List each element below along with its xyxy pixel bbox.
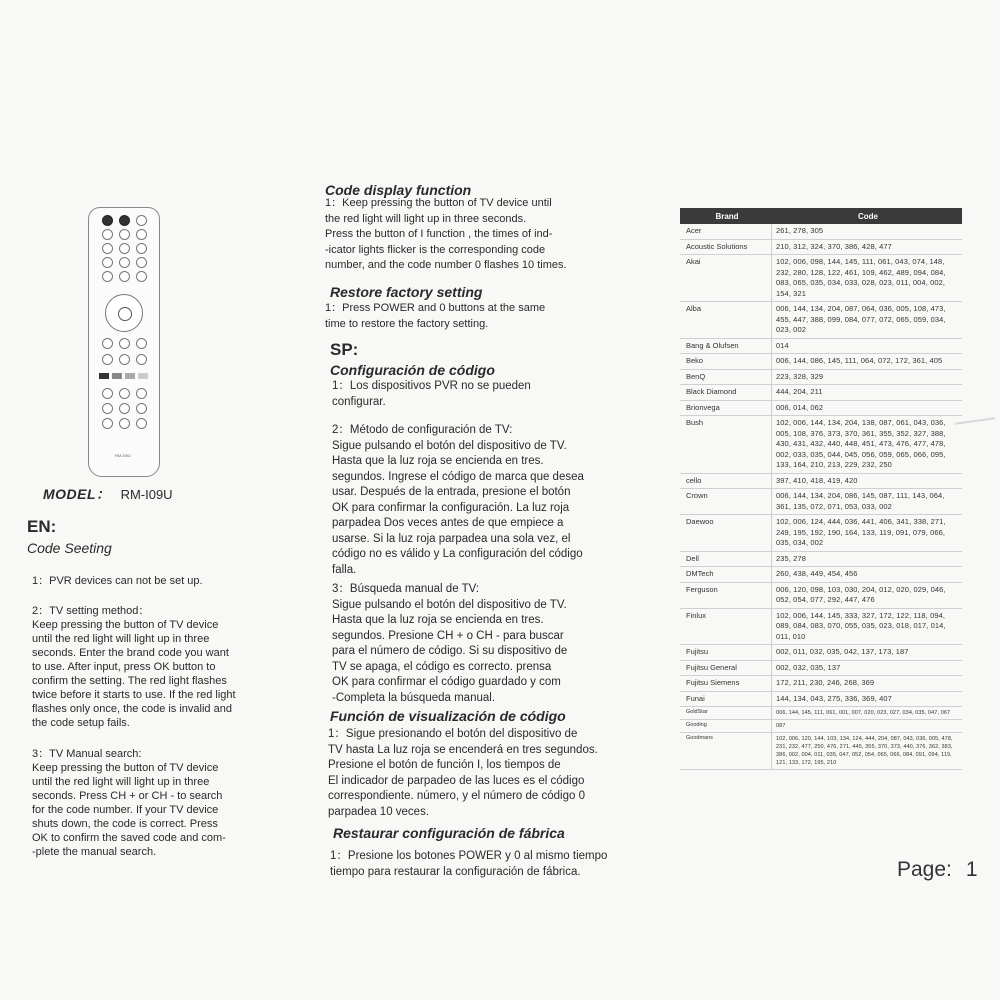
button-icon: [102, 403, 113, 414]
button-icon: [102, 338, 113, 349]
restore-title: Restore factory setting: [330, 284, 483, 300]
table-row: [680, 692, 962, 708]
codes-cell: 002, 032, 035, 137: [776, 662, 841, 672]
table-row: [680, 385, 962, 401]
brand-cell: BenQ: [680, 370, 772, 385]
button-icon: [119, 338, 130, 349]
config-item-2: 2：Método de configuración de TV: Sigue pulsando el botón del dispositivo de TV. Hasta que la luz roja se encienda en tres. segundos. Ingrese el código de marca que desea usar. Después de la entrada, presione el botón OK para confirmar la configuración. La luz roja parpadea Dos veces antes de que empiece a usarse. Si la luz roja parpadea una sola vez, el código no es válido y La configuración del código falla.: [332, 424, 584, 576]
code-display-title: Code display function: [325, 182, 472, 198]
table-row: [680, 224, 962, 240]
brand-cell: cello: [680, 474, 772, 489]
config-item-3: 3：Búsqueda manual de TV: Sigue pulsando el botón del dispositivo de TV. Hasta que la luz roja se encienda en tres. segundos. Presione CH + o CH - para buscar para el número de código. Si su dispositivo de TV se apaga, el código es correcto. prensa OK para confirmar el código guardado y com -Completa la búsqueda manual.: [332, 583, 568, 704]
codes-cell: 102, 006, 124, 444, 036, 441, 406, 341, 338, 271, 249, 195, 192, 190, 164, 133, 119, 091, 079, 066, 035, 034, 002: [776, 517, 946, 547]
table-row: [680, 720, 962, 733]
button-icon: [102, 271, 113, 282]
table-row: [680, 354, 962, 370]
brand-cell: Brionvega: [680, 401, 772, 416]
restore-text: 1：Press POWER and 0 buttons at the same time to restore the factory setting.: [325, 302, 546, 330]
remote-model-label: RM-I09U: [115, 453, 132, 458]
page-indicator: [897, 858, 978, 882]
codes-cell: 006, 014, 062: [776, 402, 824, 412]
color-key-icon: [112, 373, 122, 379]
table-row: [680, 240, 962, 256]
tv-button-icon: [119, 215, 130, 226]
brand-cell: Bang & Olufsen: [680, 339, 772, 354]
en-heading: EN:: [27, 517, 57, 536]
codes-cell: 235, 278: [776, 553, 806, 563]
brand-cell: Fujitsu: [680, 645, 772, 660]
button-icon: [119, 403, 130, 414]
mode-button-icon: [136, 215, 147, 226]
config-item-1: 1：Los dispositivos PVR no se pueden configurar.: [332, 380, 531, 408]
color-key-icon: [99, 373, 109, 379]
table-row: [680, 302, 962, 339]
table-row: [680, 489, 962, 515]
button-icon: [119, 229, 130, 240]
brand-cell: Fujitsu General: [680, 661, 772, 676]
codes-cell: 210, 312, 324, 370, 386, 428, 477: [776, 241, 892, 251]
button-icon: [102, 354, 113, 365]
codes-cell: 102, 006, 120, 144, 103, 134, 124, 444, 204, 087, 043, 036, 005, 478, 231, 232, 477, 250, 476, 271, 445, 355, 370, 373, 440, 376, 362, 383, 386, 002, 004, 011, 035, 047, 052, 054, 065, 066, 084, 091, 094, 119, 121, 133, 172, 195, 210: [776, 736, 953, 766]
button-icon: [102, 243, 113, 254]
brand-cell: Gooding: [680, 720, 772, 732]
brand-cell: Crown: [680, 489, 772, 514]
table-row: [680, 707, 962, 720]
codes-cell: 172, 211, 230, 246, 268, 369: [776, 678, 875, 687]
table-row: [680, 401, 962, 417]
brand-cell: Fujitsu Siemens: [680, 676, 772, 691]
color-key-icon: [138, 373, 148, 379]
codes-cell: 087: [776, 723, 786, 729]
button-icon: [136, 257, 147, 268]
button-icon: [136, 418, 147, 429]
table-row: [680, 474, 962, 490]
button-icon: [119, 243, 130, 254]
button-icon: [136, 229, 147, 240]
restaurar-text: 1：Presione los botones POWER y 0 al mismo tiempo tiempo para restaurar la configuración de fábrica.: [330, 850, 608, 878]
table-header: [680, 208, 962, 224]
codes-cell: 260, 438, 449, 454, 456: [776, 569, 858, 578]
brand-cell: Bush: [680, 416, 772, 473]
restaurar-title: Restaurar configuración de fábrica: [333, 825, 565, 841]
table-row: [680, 733, 962, 770]
model-line: [43, 484, 173, 504]
codes-cell: 397, 410, 418, 419, 420: [776, 475, 858, 485]
button-icon: [119, 257, 130, 268]
codes-cell: 014: [776, 340, 789, 350]
code-display-text: 1：Keep pressing the button of TV device until the red light will light up in three seconds. Press the button of I function , the times of ind- -icator lights flicker is the corresponding code number, and the code number 0 flashes 10 times.: [325, 197, 567, 271]
brand-cell: DMTech: [680, 567, 772, 582]
codes-cell: 223, 328, 329: [776, 371, 824, 381]
brand-cell: GoldStar: [680, 707, 772, 719]
brand-cell: Acoustic Solutions: [680, 240, 772, 255]
remote-control-illustration: [88, 207, 160, 477]
button-icon: [136, 354, 147, 365]
table-row: [680, 676, 962, 692]
table-row: [680, 567, 962, 583]
page-number: 1: [965, 858, 978, 881]
button-icon: [136, 243, 147, 254]
brand-cell: Beko: [680, 354, 772, 369]
brand-cell: Daewoo: [680, 515, 772, 551]
brand-cell: Akai: [680, 255, 772, 301]
codes-cell: 444, 204, 211: [776, 387, 823, 396]
button-icon: [136, 403, 147, 414]
codes-cell: 006, 144, 145, 111, 061, 001, 007, 020, 023, 027, 034, 035, 047, 067: [776, 710, 951, 716]
brand-cell: Alba: [680, 302, 772, 338]
brand-cell: Goodmans: [680, 733, 772, 769]
brand-cell: Dell: [680, 552, 772, 567]
button-icon: [119, 354, 130, 365]
table-body: [680, 224, 962, 770]
button-icon: [136, 388, 147, 399]
codes-cell: 006, 144, 134, 204, 086, 145, 087, 111, 143, 064, 361, 135, 072, 071, 053, 033, 002: [776, 491, 945, 511]
codes-cell: 006, 120, 098, 103, 030, 204, 012, 020, 029, 046, 052, 054, 077, 292, 447, 476: [776, 584, 946, 604]
header-code: Code: [858, 211, 878, 221]
en-subheading: Code Seeting: [27, 540, 112, 556]
en-item-1: 1：PVR devices can not be set up.: [32, 575, 203, 587]
table-row: [680, 645, 962, 661]
table-row: [680, 552, 962, 568]
en-item-3: 3：TV Manual search: Keep pressing the button of TV device until the red light will light up in three seconds. Press CH + or CH - to search for the code number. If your TV device shuts down, the code is correct. Press OK to confirm the saved code and com- -plete the manual search.: [32, 748, 226, 858]
button-icon: [136, 271, 147, 282]
sp-heading: SP:: [330, 340, 359, 359]
codes-cell: 006, 144, 086, 145, 111, 064, 072, 172, 361, 405: [776, 356, 943, 365]
button-icon: [119, 418, 130, 429]
codes-cell: 102, 006, 144, 145, 333, 327, 172, 122, 118, 094, 089, 084, 083, 070, 055, 035, 023, 018, 017, 014, 011, 010: [776, 610, 946, 641]
button-icon: [119, 271, 130, 282]
button-icon: [102, 257, 113, 268]
codes-cell: 002, 011, 032, 035, 042, 137, 173, 187: [776, 647, 909, 656]
table-row: [680, 255, 962, 302]
codes-cell: 261, 278, 305: [776, 226, 824, 235]
model-value: RM-I09U: [120, 487, 173, 502]
ok-button-icon: [118, 307, 132, 321]
table-row: [680, 661, 962, 677]
model-label: MODEL：: [43, 486, 111, 502]
config-title: Configuración de código: [330, 362, 495, 378]
brand-cell: Finlux: [680, 609, 772, 645]
button-icon: [102, 388, 113, 399]
brand-cell: Funai: [680, 692, 772, 707]
table-row: [680, 370, 962, 386]
brand-cell: Ferguson: [680, 583, 772, 608]
table-row: [680, 339, 962, 355]
en-item-2: 2：TV setting method： Keep pressing the button of TV device until the red light will light up in three seconds. Enter the brand code you want to use. After input, press OK button to confirm the setting. The red light flashes twice before it starts to use. If the red light flashes only once, the code is invalid and the code setup fails.: [32, 605, 236, 729]
funcion-text: 1：Sigue presionando el botón del dispositivo de TV hasta La luz roja se encenderá en tres segundos. Presione el botón de función I, los tiempos de El indicador de parpadeo de las luces es el código correspondiente. número, y el número de código 0 parpadea 10 veces.: [328, 728, 598, 818]
table-row: [680, 583, 962, 609]
funcion-title: Función de visualización de código: [330, 708, 566, 724]
codes-cell: 102, 006, 144, 134, 204, 138, 087, 061, 043, 036, 005, 108, 376, 373, 370, 361, 355, 352, 327, 388, 430, 431, 432, 440, 448, 451, 473, 476, 477, 478, 002, 033, 035, 044, 045, 056, 059, 065, 066, 095, 133, 164, 210, 213, 229, 232, 250: [776, 418, 946, 469]
brand-cell: Acer: [680, 224, 772, 239]
page-label: Page:: [897, 858, 952, 881]
button-icon: [102, 418, 113, 429]
codes-cell: 006, 144, 134, 204, 087, 064, 036, 005, 108, 473, 455, 447, 388, 099, 084, 077, 072, 065, 059, 034, 023, 002: [776, 304, 946, 334]
table-row: [680, 515, 962, 552]
power-button-icon: [102, 215, 113, 226]
button-icon: [136, 338, 147, 349]
button-icon: [119, 388, 130, 399]
table-row: [680, 609, 962, 646]
color-key-icon: [125, 373, 135, 379]
codes-cell: 144, 134, 043, 275, 336, 369, 407: [776, 693, 892, 703]
table-row: [680, 416, 962, 474]
button-icon: [102, 229, 113, 240]
brand-cell: Black Diamond: [680, 385, 772, 400]
brand-code-table: [680, 208, 962, 770]
codes-cell: 102, 006, 098, 144, 145, 111, 061, 043, 074, 148, 232, 280, 128, 122, 461, 109, 462, 489, 094, 084, 083, 065, 035, 034, 033, 028, 023, 011, 004, 002, 154, 321: [776, 257, 946, 298]
header-brand: Brand: [715, 211, 739, 221]
